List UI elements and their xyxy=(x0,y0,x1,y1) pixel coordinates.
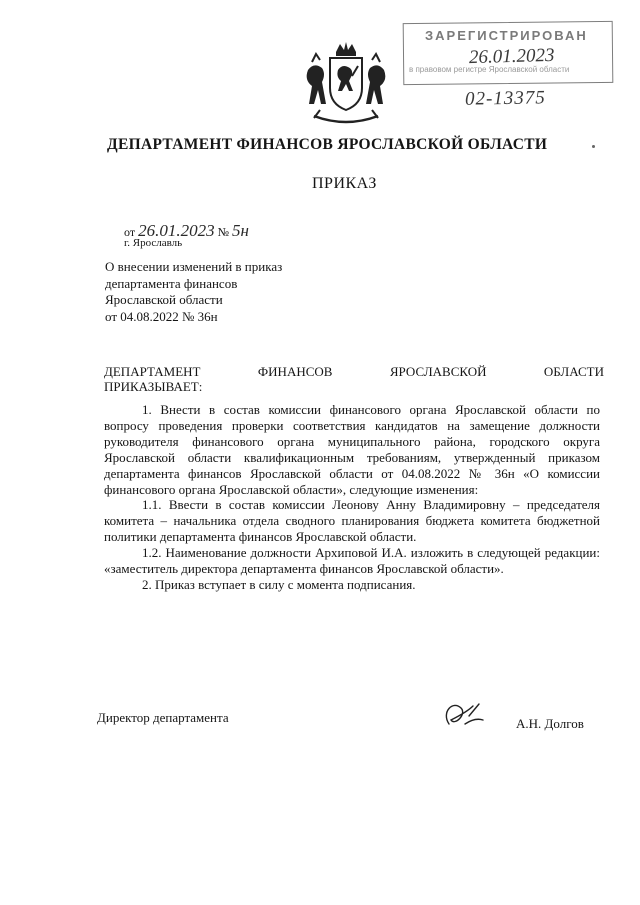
preamble-first-line xyxy=(104,364,604,379)
preamble-word: ЯРОСЛАВСКОЙ xyxy=(389,364,487,379)
paragraph: 1.2. Наименование должности Архиповой И.А. изложить в следующей редакции: «заместитель директора департамента финансов Ярославской области». xyxy=(104,545,600,577)
signer-position: Директор департамента xyxy=(97,710,229,725)
number-sign: № xyxy=(217,225,230,239)
order-city: г. Ярославль xyxy=(124,237,183,249)
preamble xyxy=(104,364,604,394)
preamble-word: ФИНАНСОВ xyxy=(257,364,333,379)
signer-name: А.Н. Долгов xyxy=(516,716,584,731)
order-date: 26.01.2023 xyxy=(138,221,215,240)
subject-line: от 04.08.2022 № 36н xyxy=(105,308,218,324)
subject-line: О внесении изменений в приказ xyxy=(105,259,283,274)
stamp-subtitle: в правовом регистре Ярославской области xyxy=(409,65,570,74)
date-prefix: от xyxy=(124,225,136,239)
paragraph: 1. Внести в состав комиссии финансового органа Ярославской области по вопросу проведения проверки соответствия кандидатов на замещение должности руководителя финансового органа муниципального района, городского округа Ярославской области квалификационным требованиям, утвержденный приказом департамента финансов Ярославской области от 04.08.2022 № 36н «О комиссии финансового органа Ярославской области», следующие изменения: xyxy=(104,402,600,497)
preamble-word: ОБЛАСТИ xyxy=(543,364,604,379)
stamp-number: 02-13375 xyxy=(464,87,546,110)
yaroslavl-coat-of-arms-icon xyxy=(300,40,392,130)
preamble-word: ДЕПАРТАМЕНТ xyxy=(104,364,201,379)
registration-stamp xyxy=(403,22,615,114)
order-body xyxy=(104,402,600,593)
order-number: 5н xyxy=(232,221,249,240)
scan-dot xyxy=(592,145,595,148)
handwritten-signature-icon xyxy=(439,698,487,734)
document-type: ПРИКАЗ xyxy=(312,175,377,192)
stamp-title: ЗАРЕГИСТРИРОВАН xyxy=(425,28,588,43)
order-subject xyxy=(105,259,345,325)
paragraph: 1.1. Ввести в состав комиссии Леонову Анну Владимировну – председателя комитета – начальника отдела сводного планирования бюджета комитета бюджетной политики департамента финансов Ярославской области. xyxy=(104,497,600,545)
paragraph: 2. Приказ вступает в силу с момента подписания. xyxy=(142,576,416,592)
preamble-second-line: ПРИКАЗЫВАЕТ: xyxy=(104,379,203,394)
stamp-date: 26.01.2023 xyxy=(468,44,555,69)
subject-line: департамента финансов xyxy=(105,275,238,291)
department-name: ДЕПАРТАМЕНТ ФИНАНСОВ ЯРОСЛАВСКОЙ ОБЛАСТИ xyxy=(107,136,548,153)
subject-line: Ярославской области xyxy=(105,292,223,307)
